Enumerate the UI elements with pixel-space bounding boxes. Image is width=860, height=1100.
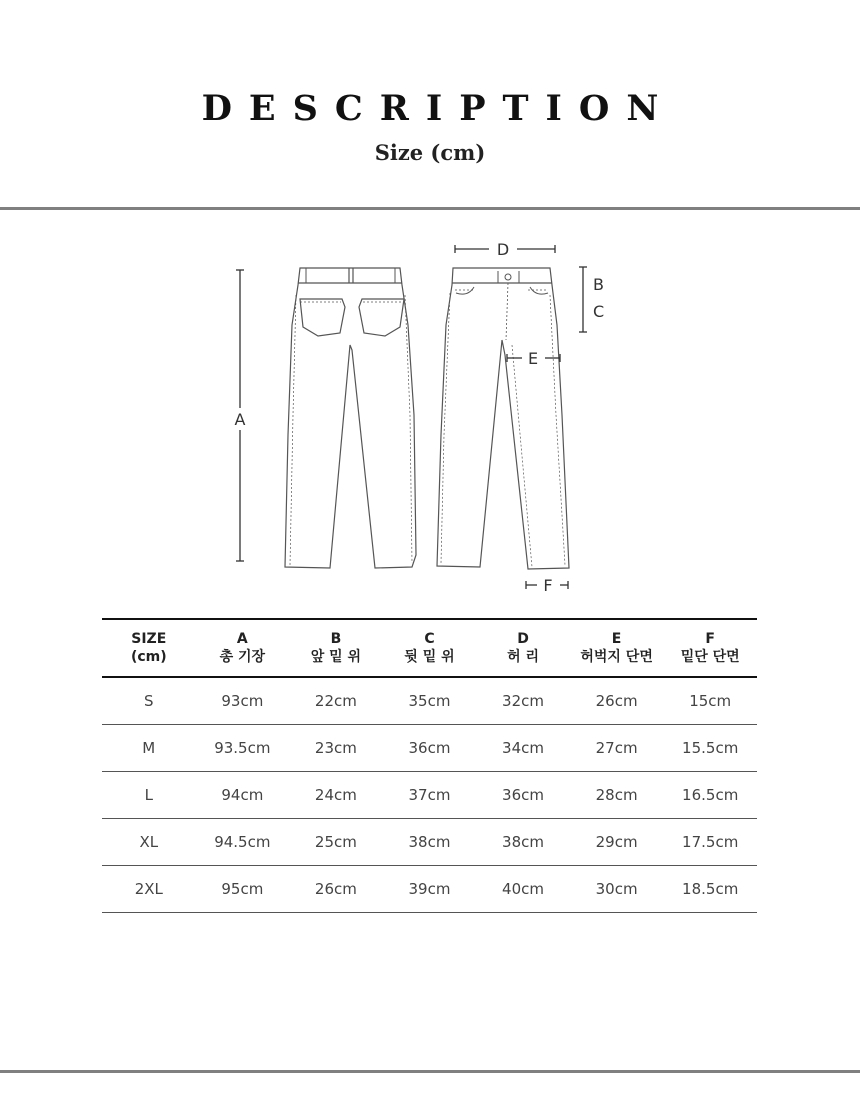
hem-cell: 15.5cm: [663, 725, 757, 772]
waist-cell: 34cm: [476, 725, 570, 772]
back-rise-cell: 35cm: [383, 677, 477, 725]
front-rise-cell: 22cm: [289, 677, 383, 725]
back-rise-cell: 37cm: [383, 772, 477, 819]
size-table: [102, 618, 757, 913]
total-length-cell: 94cm: [196, 772, 290, 819]
front-rise-cell: 24cm: [289, 772, 383, 819]
page-title: DESCRIPTION: [201, 88, 676, 129]
thigh-cell: 26cm: [570, 677, 664, 725]
label-b: B: [593, 275, 604, 294]
size-cell: L: [102, 772, 196, 819]
page-header: [0, 0, 860, 210]
total-length-cell: 94.5cm: [196, 819, 290, 866]
label-d: D: [496, 240, 510, 259]
back-rise-cell: 39cm: [383, 866, 477, 913]
column-header-a: A 총 기장: [219, 631, 266, 665]
table-row: [102, 866, 757, 913]
column-header-b: B 앞 밑 위: [310, 631, 362, 665]
table-header-row: [102, 619, 757, 677]
label-f: F: [543, 576, 553, 595]
total-length-cell: 93cm: [196, 677, 290, 725]
hem-cell: 16.5cm: [663, 772, 757, 819]
page-subtitle: Size (cm): [374, 140, 486, 165]
waist-cell: 32cm: [476, 677, 570, 725]
total-length-cell: 93.5cm: [196, 725, 290, 772]
column-header-d: D 허 리: [507, 631, 539, 665]
thigh-cell: 30cm: [570, 866, 664, 913]
column-header-f: F 밑단 단면: [680, 631, 740, 665]
bottom-divider: [0, 1070, 860, 1073]
table-row: [102, 677, 757, 725]
thigh-cell: 28cm: [570, 772, 664, 819]
back-rise-cell: 38cm: [383, 819, 477, 866]
size-cell: XL: [102, 819, 196, 866]
pants-measurement-diagram: [0, 215, 860, 610]
column-header-size: SIZE (cm): [130, 631, 167, 665]
label-e: E: [527, 349, 539, 368]
waist-cell: 36cm: [476, 772, 570, 819]
thigh-cell: 29cm: [570, 819, 664, 866]
back-rise-cell: 36cm: [383, 725, 477, 772]
size-cell: 2XL: [102, 866, 196, 913]
pants-front-view: [437, 268, 569, 569]
table-row: [102, 725, 757, 772]
label-c: C: [593, 302, 605, 321]
pants-back-view: [285, 268, 416, 568]
total-length-cell: 95cm: [196, 866, 290, 913]
size-cell: M: [102, 725, 196, 772]
column-header-c: C 뒷 밑 위: [404, 631, 455, 665]
thigh-cell: 27cm: [570, 725, 664, 772]
waist-cell: 38cm: [476, 819, 570, 866]
waist-cell: 40cm: [476, 866, 570, 913]
hem-cell: 15cm: [663, 677, 757, 725]
hem-cell: 18.5cm: [663, 866, 757, 913]
front-rise-cell: 26cm: [289, 866, 383, 913]
size-cell: S: [102, 677, 196, 725]
hem-cell: 17.5cm: [663, 819, 757, 866]
table-row: [102, 819, 757, 866]
dimension-bc: [579, 267, 587, 332]
table-row: [102, 772, 757, 819]
label-a: A: [234, 410, 246, 429]
top-divider: [0, 207, 860, 210]
column-header-e: E 허벅지 단면: [580, 631, 653, 665]
front-rise-cell: 25cm: [289, 819, 383, 866]
front-rise-cell: 23cm: [289, 725, 383, 772]
